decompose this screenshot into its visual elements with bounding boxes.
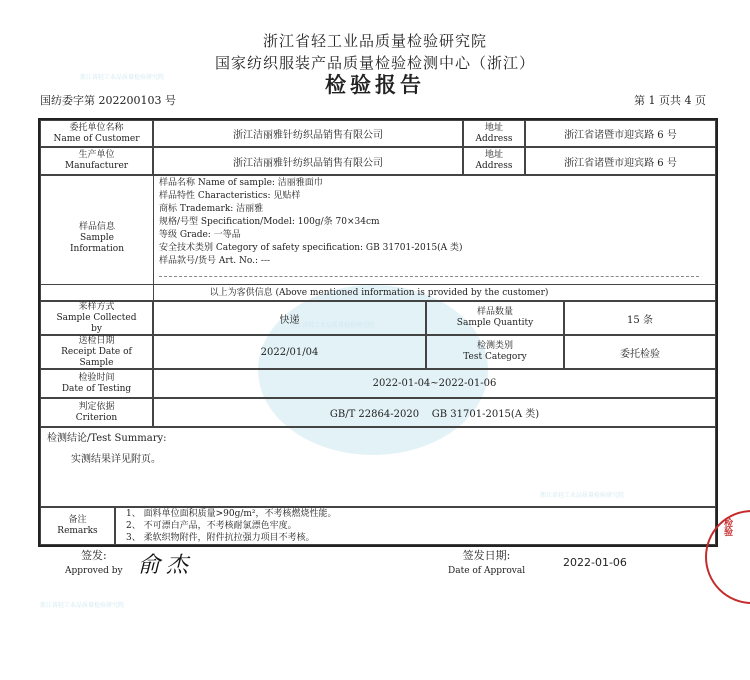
sample-info-line: 样品特性 Characteristics: 见贴样 xyxy=(159,191,301,201)
remark-line: 2、 不可漂白产品，不考核耐氯漂色牢度。 xyxy=(126,521,297,531)
sample-info-line: 商标 Trademark: 洁丽雅 xyxy=(159,204,264,214)
report-table xyxy=(38,118,718,547)
receipt-date-value: 2022/01/04 xyxy=(153,335,426,369)
signature: 俞杰 xyxy=(138,553,195,578)
approval-date-label: 签发日期: Date of Approval xyxy=(448,549,526,576)
remark-line: 3、 柔软织物附件，附件抗拉强力项目不考核。 xyxy=(126,533,315,543)
customer-value: 浙江洁丽雅针纺织品销售有限公司 xyxy=(153,120,463,147)
criterion-value: GB/T 22864-2020 GB 31701-2015(A 类) xyxy=(153,398,716,427)
watermark-text: 浙江省轻工业品质量检验研究院 xyxy=(290,322,375,329)
customer-provided-note: 以上为客供信息 (Above mentioned information is provided by the customer) xyxy=(41,284,717,302)
sample-info-line: 安全技术类别 Category of safety specification: GB 31701-2015(A 类) xyxy=(159,243,463,253)
sample-collected-value: 快递 xyxy=(153,301,426,335)
manufacturer-address-label: 地址 Address xyxy=(463,147,525,175)
watermark-text: 浙江省轻工业品质量检验研究院 xyxy=(80,74,165,81)
sample-info-label: 样品信息 Sample Information xyxy=(41,176,154,301)
manufacturer-label: 生产单位 Manufacturer xyxy=(40,147,153,175)
customer-label: 委托单位名称 Name of Customer xyxy=(40,120,153,147)
sample-quantity-label: 样品数量 Sample Quantity xyxy=(426,301,564,335)
test-summary-text: 实测结果详见附页。 xyxy=(71,454,161,465)
watermark-text: 浙江省轻工业品质量检验研究院 xyxy=(540,492,625,499)
testing-date-label: 检验时间 Date of Testing xyxy=(40,369,153,398)
test-category-label: 检测类别 Test Category xyxy=(426,335,564,369)
remarks-label: 备注 Remarks xyxy=(40,507,115,545)
remark-line: 1、 面料单位面积质量>90g/m²，不考核燃烧性能。 xyxy=(126,509,337,519)
manufacturer-value: 浙江洁丽雅针纺织品销售有限公司 xyxy=(153,147,463,175)
remarks-lines xyxy=(126,508,337,544)
institute-name: 浙江省轻工业品质量检验研究院 xyxy=(262,32,487,50)
remarks-block xyxy=(115,507,716,545)
test-summary-label: 检测结论/Test Summary: xyxy=(47,433,167,444)
approval-date-value: 2022-01-06 xyxy=(563,556,627,569)
sample-quantity-value: 15 条 xyxy=(564,301,716,335)
page-info: 第 1 页共 4 页 xyxy=(634,94,706,107)
sample-info-line: 等级 Grade: 一等品 xyxy=(159,230,241,240)
approved-by-label: 签发: Approved by xyxy=(65,549,123,576)
test-summary-block xyxy=(40,427,716,507)
test-category-value: 委托检验 xyxy=(564,335,716,369)
sample-collected-label: 来样方式 Sample Collected by xyxy=(40,301,153,335)
criterion-label: 判定依据 Criterion xyxy=(40,398,153,427)
divider xyxy=(159,276,699,277)
sample-info-block xyxy=(40,175,716,301)
report-reference-number: 国纺委字第 202200103 号 xyxy=(40,94,176,107)
sample-info-line: 规格/号型 Specification/Model: 100g/条 70×34cm xyxy=(159,217,380,227)
sample-info-line: 样品名称 Name of sample: 洁丽雅面巾 xyxy=(159,178,323,188)
testing-date-value: 2022-01-04~2022-01-06 xyxy=(153,369,716,398)
report-title: 检验报告 xyxy=(325,73,425,97)
center-name: 国家纺织服装产品质量检验检测中心（浙江） xyxy=(214,54,535,72)
sample-info-line: 样品款号/货号 Art. No.: --- xyxy=(159,256,271,266)
watermark-text: 浙江省轻工业品质量检验研究院 xyxy=(40,602,125,609)
customer-address-label: 地址 Address xyxy=(463,120,525,147)
customer-address-value: 浙江省诸暨市迎宾路 6 号 xyxy=(525,120,716,147)
official-stamp: 检验 xyxy=(705,510,750,604)
receipt-date-label: 送检日期 Receipt Date of Sample xyxy=(40,335,153,369)
manufacturer-address-value: 浙江省诸暨市迎宾路 6 号 xyxy=(525,147,716,175)
